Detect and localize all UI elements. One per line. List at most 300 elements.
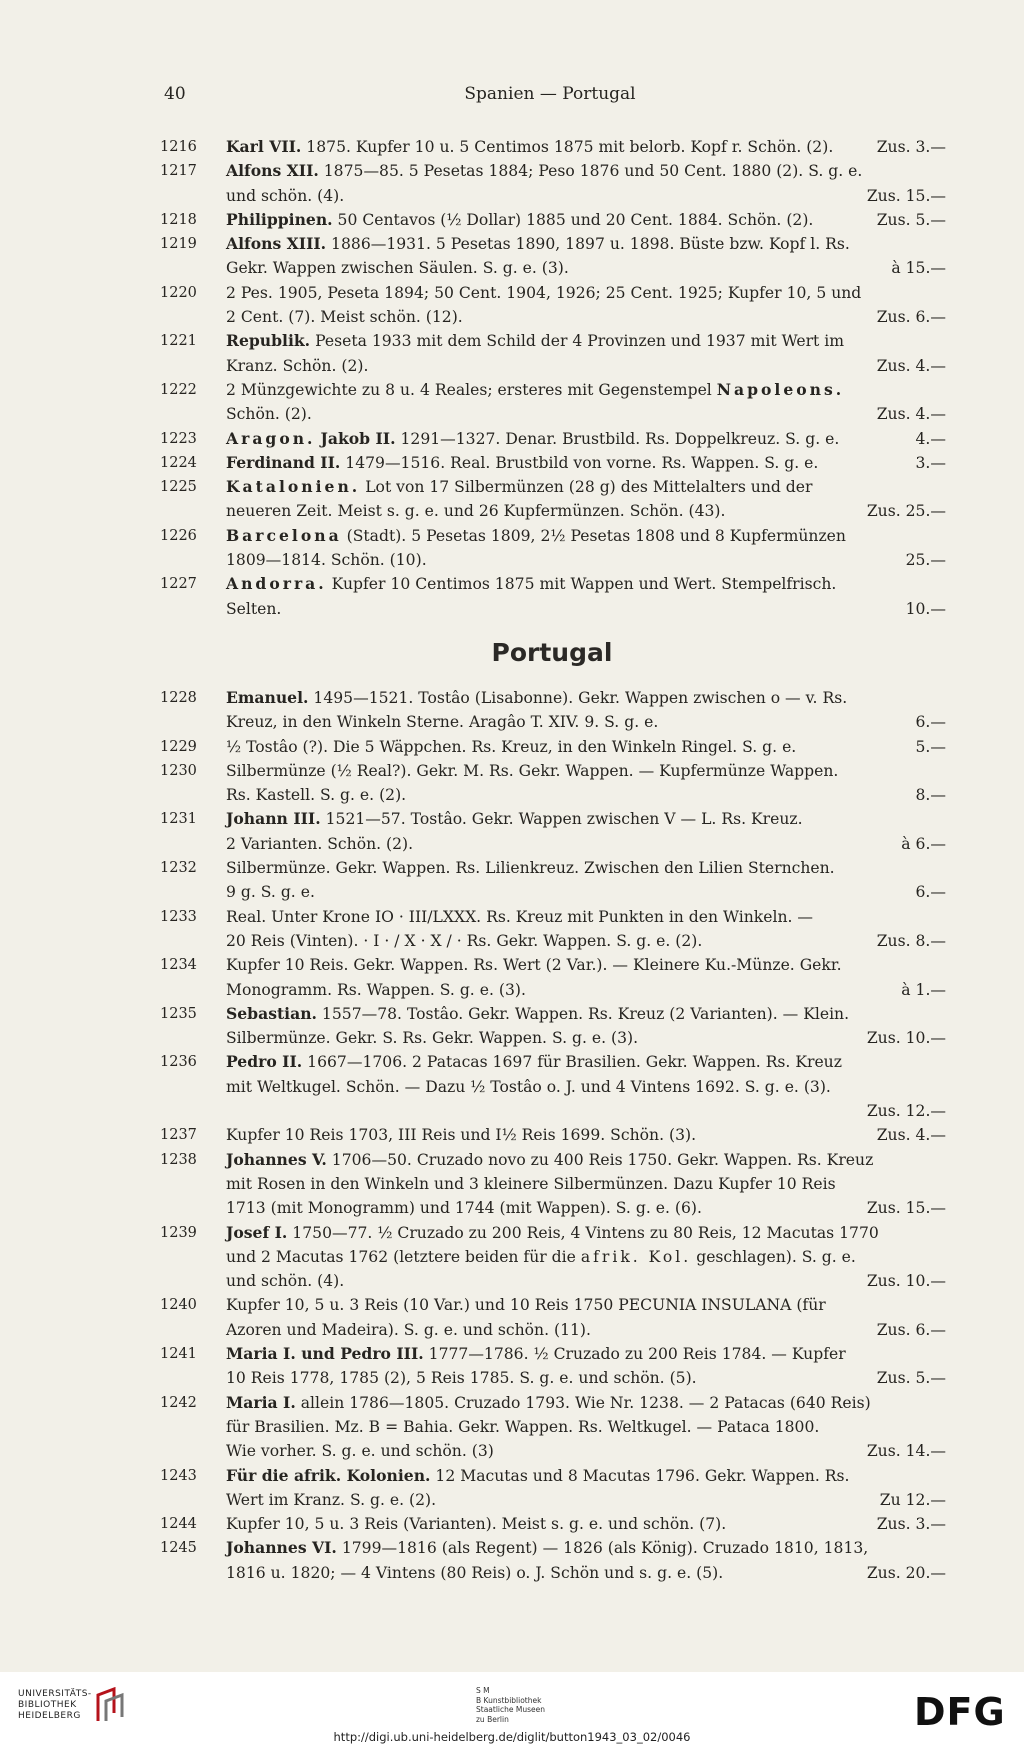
line-text xyxy=(226,354,368,378)
line-text xyxy=(226,232,850,256)
lot-number: 1245 xyxy=(160,1540,197,1557)
description-line xyxy=(226,1366,946,1390)
lot-number: 1219 xyxy=(160,236,197,253)
lot-description xyxy=(226,524,946,573)
text-run: Silbermünze. Gekr. S. Rs. Gekr. Wappen. S. g. e. (3). xyxy=(226,1029,639,1048)
text-run: 2 Münzgewichte zu 8 u. 4 Reales; ersteres mit Gegenstempel xyxy=(226,380,717,399)
text-run: Wie vorher. S. g. e. und schön. (3) xyxy=(226,1442,494,1461)
description-line xyxy=(226,1439,946,1463)
catalog-entry xyxy=(160,451,946,475)
catalog-entries-spain xyxy=(160,135,946,621)
catalog-entry xyxy=(160,1221,946,1294)
lot-description xyxy=(226,281,946,330)
lot-description xyxy=(226,208,946,232)
lot-number: 1225 xyxy=(160,479,197,496)
description-line xyxy=(226,184,946,208)
line-text xyxy=(226,475,812,499)
catalog-entry xyxy=(160,159,946,208)
text-run: Kupfer 10 Reis. Gekr. Wappen. Rs. Wert (2 Var.). — Kleinere Ku.-Münze. Gekr. xyxy=(226,956,842,975)
text-run: für Brasilien. Mz. B = Bahia. Gekr. Wappen. Rs. Weltkugel. — Pataca 1800. xyxy=(226,1417,820,1436)
lot-price: Zus. 3.— xyxy=(876,1515,946,1534)
line-text xyxy=(226,1488,436,1512)
text-run: 1875. Kupfer 10 u. 5 Centimos 1875 mit belorb. Kopf r. Schön. (2). xyxy=(301,138,834,156)
source-url[interactable]: http://digi.ub.uni-heidelberg.de/diglit/button1943_03_02/0046 xyxy=(333,1730,691,1744)
text-run: 1816 u. 1820; — 4 Vintens (80 Reis) o. J. Schön und s. g. e. (5). xyxy=(226,1563,724,1582)
lot-number: 1244 xyxy=(160,1516,197,1533)
lot-number: 1223 xyxy=(160,430,197,447)
description-line xyxy=(226,329,946,353)
lot-description xyxy=(226,1464,946,1513)
text-run: Katalonien. xyxy=(226,477,361,497)
description-line xyxy=(226,1245,946,1269)
text-run: Kupfer 10, 5 u. 3 Reis (10 Var.) und 10 Reis 1750 PECUNIA INSULANA (für xyxy=(226,1296,826,1315)
text-run: Azoren und Madeira). S. g. e. und schön. (11). xyxy=(226,1320,591,1339)
lot-price: à 1.— xyxy=(901,980,946,999)
lot-price: 3.— xyxy=(915,453,946,472)
text-run: 1750—77. ½ Cruzado zu 200 Reis, 4 Vintens zu 80 Reis, 12 Macutas 1770 xyxy=(287,1223,879,1242)
lot-price: Zus. 5.— xyxy=(876,1369,946,1388)
footer-bar xyxy=(0,1672,1024,1747)
description-line xyxy=(226,1269,946,1293)
line-text xyxy=(226,1221,879,1245)
description-line xyxy=(226,880,946,904)
line-text xyxy=(226,880,315,904)
heidelberg-logo-icon xyxy=(94,1687,128,1723)
lot-description xyxy=(226,1123,946,1147)
line-text xyxy=(226,329,844,353)
lot-number: 1229 xyxy=(160,738,197,755)
line-text xyxy=(226,281,861,305)
description-line xyxy=(226,256,946,280)
catalog-entry xyxy=(160,1050,946,1123)
text-run: 1557—78. Tostâo. Gekr. Wappen. Rs. Kreuz (2 Varianten). — Klein. xyxy=(316,1004,850,1023)
catalog-entry xyxy=(160,232,946,281)
catalog-entries-portugal xyxy=(160,686,946,1585)
page-number: 40 xyxy=(164,84,186,104)
line-text xyxy=(226,499,725,523)
text-run: Sebastian. xyxy=(226,1003,317,1023)
description-line xyxy=(226,1488,946,1512)
catalog-entry xyxy=(160,1391,946,1464)
text-run: Kreuz, in den Winkeln Sterne. Aragâo T. XIV. 9. S. g. e. xyxy=(226,713,659,732)
catalog-entry xyxy=(160,329,946,378)
text-run: Barcelona xyxy=(226,525,342,545)
lot-description xyxy=(226,759,946,808)
lot-number: 1237 xyxy=(160,1127,197,1144)
description-line xyxy=(226,856,946,880)
lot-price: Zus. 10.— xyxy=(866,1029,946,1048)
description-line xyxy=(226,735,946,759)
description-line xyxy=(226,281,946,305)
lot-number: 1222 xyxy=(160,381,197,398)
description-line xyxy=(226,378,946,402)
line-text xyxy=(226,1439,494,1463)
catalog-entry xyxy=(160,572,946,621)
text-run: Maria I. xyxy=(226,1392,296,1412)
lot-description xyxy=(226,1293,946,1342)
catalog-entry xyxy=(160,1342,946,1391)
description-line xyxy=(226,1123,946,1147)
text-run: Napoleons. xyxy=(716,379,845,399)
text-run: 1291—1327. Denar. Brustbild. Rs. Doppelkreuz. S. g. e. xyxy=(395,429,840,448)
text-run: Silbermünze (½ Real?). Gekr. M. Rs. Gekr. Wappen. — Kupfermünze Wappen. xyxy=(226,761,839,780)
catalog-entry xyxy=(160,686,946,735)
lot-price: 8.— xyxy=(915,786,946,805)
smb-kunstbibliothek-logo: S M B Kunstbibliothek Staatliche Museen zu Berlin xyxy=(476,1686,545,1724)
lot-price: Zus. 20.— xyxy=(866,1563,946,1582)
text-run: 20 Reis (Vinten). · I · / X · X / · Rs. Gekr. Wappen. S. g. e. (2). xyxy=(226,931,703,950)
line-text xyxy=(226,451,818,475)
line-text xyxy=(226,427,839,451)
line-text xyxy=(226,135,833,159)
line-text xyxy=(226,686,847,710)
text-run: 1809—1814. Schön. (10). xyxy=(226,551,427,570)
text-run: neueren Zeit. Meist s. g. e. und 26 Kupfermünzen. Schön. (43). xyxy=(226,502,726,521)
text-run: 9 g. S. g. e. xyxy=(226,883,315,902)
description-line xyxy=(226,208,946,232)
text-run: 1521—57. Tostâo. Gekr. Wappen zwischen V — L. Rs. Kreuz. xyxy=(320,810,803,829)
text-run: Pedro II. xyxy=(226,1052,303,1072)
text-run: Selten. xyxy=(226,599,282,618)
lot-price: Zus. 12.— xyxy=(866,1102,946,1121)
line-text xyxy=(226,1512,726,1536)
line-text xyxy=(226,1245,856,1269)
lot-number: 1220 xyxy=(160,284,197,301)
text-run: Jakob II. xyxy=(320,428,396,448)
description-line xyxy=(226,1099,946,1123)
text-run: 1479—1516. Real. Brustbild von vorne. Rs. Wappen. S. g. e. xyxy=(340,453,819,472)
catalog-entry xyxy=(160,1148,946,1221)
description-line xyxy=(226,232,946,256)
line-text xyxy=(226,402,312,426)
lot-number: 1228 xyxy=(160,690,197,706)
lot-number: 1233 xyxy=(160,908,197,925)
line-text xyxy=(226,1050,842,1074)
catalog-entry xyxy=(160,953,946,1002)
lot-price: Zu 12.— xyxy=(879,1490,946,1509)
description-line xyxy=(226,1050,946,1074)
text-run: Wert im Kranz. S. g. e. (2). xyxy=(226,1490,437,1509)
lot-description xyxy=(226,135,946,159)
line-text xyxy=(226,597,281,621)
text-run: 1886—1931. 5 Pesetas 1890, 1897 u. 1898. Büste bzw. Kopf l. Rs. xyxy=(326,235,850,254)
text-run: Gekr. Wappen zwischen Säulen. S. g. e. (3). xyxy=(226,259,569,278)
text-run: Aragon. xyxy=(226,428,316,448)
catalog-entry xyxy=(160,1512,946,1536)
line-text xyxy=(226,807,803,831)
lot-description xyxy=(226,807,946,856)
lot-number: 1238 xyxy=(160,1151,197,1168)
lot-description xyxy=(226,1536,946,1585)
description-line xyxy=(226,402,946,426)
description-line xyxy=(226,1196,946,1220)
lot-number: 1243 xyxy=(160,1467,197,1484)
lot-number: 1224 xyxy=(160,454,197,471)
description-line xyxy=(226,597,946,621)
text-run: (Stadt). 5 Pesetas 1809, 2½ Pesetas 1808 und 8 Kupfermünzen xyxy=(341,526,846,545)
lot-price: 25.— xyxy=(905,551,946,570)
description-line xyxy=(226,832,946,856)
lot-description xyxy=(226,735,946,759)
catalog-entry xyxy=(160,759,946,808)
lot-number: 1230 xyxy=(160,762,197,779)
catalog-entry xyxy=(160,1002,946,1051)
lot-description xyxy=(226,686,946,735)
text-run: Andorra. xyxy=(226,574,327,594)
line-text xyxy=(226,524,846,548)
lot-number: 1216 xyxy=(160,139,197,155)
text-run: Real. Unter Krone IO · III/LXXX. Rs. Kreuz mit Punkten in den Winkeln. — xyxy=(226,907,814,926)
lot-number: 1235 xyxy=(160,1005,197,1022)
line-text xyxy=(226,1002,849,1026)
description-line xyxy=(226,953,946,977)
description-line xyxy=(226,499,946,523)
lot-price: Zus. 4.— xyxy=(876,356,946,375)
text-run: Kupfer 10 Centimos 1875 mit Wappen und Wert. Stempelfrisch. xyxy=(326,575,837,594)
lot-description xyxy=(226,1148,946,1221)
text-run: Ferdinand II. xyxy=(226,452,341,472)
lot-price: 5.— xyxy=(915,737,946,756)
description-line xyxy=(226,1318,946,1342)
line-text xyxy=(226,1366,697,1390)
text-run: und schön. (4). xyxy=(226,186,345,205)
line-text xyxy=(226,905,813,929)
text-run: Johann III. xyxy=(226,809,321,829)
text-run: afrik. Kol. xyxy=(580,1247,692,1266)
line-text xyxy=(226,1342,846,1366)
line-text xyxy=(226,1269,344,1293)
text-run: Peseta 1933 mit dem Schild der 4 Provinzen und 1937 mit Wert im xyxy=(310,332,845,351)
line-text xyxy=(226,208,813,232)
lot-number: 1221 xyxy=(160,333,197,350)
description-line xyxy=(226,807,946,831)
text-run: 1495—1521. Tostâo (Lisabonne). Gekr. Wappen zwischen o — v. Rs. xyxy=(308,689,848,707)
lot-price: Zus. 10.— xyxy=(866,1272,946,1291)
description-line xyxy=(226,1075,946,1099)
text-run: Schön. (2). xyxy=(226,405,312,424)
line-text xyxy=(226,856,835,880)
line-text xyxy=(226,572,836,596)
catalog-entry xyxy=(160,208,946,232)
line-text xyxy=(226,1075,831,1099)
lot-description xyxy=(226,1221,946,1294)
line-text xyxy=(226,1026,638,1050)
line-text xyxy=(226,1148,873,1172)
text-run: Karl VII. xyxy=(226,137,302,156)
lot-description xyxy=(226,953,946,1002)
description-line xyxy=(226,305,946,329)
text-run: 10 Reis 1778, 1785 (2), 5 Reis 1785. S. g. e. und schön. (5). xyxy=(226,1369,697,1388)
lot-description xyxy=(226,329,946,378)
line-text xyxy=(226,783,406,807)
catalog-entry xyxy=(160,427,946,451)
page-header xyxy=(160,84,940,108)
line-text xyxy=(226,305,463,329)
lot-number: 1217 xyxy=(160,163,197,180)
description-line xyxy=(226,451,946,475)
line-text xyxy=(226,1464,849,1488)
line-text xyxy=(226,1561,723,1585)
lot-price: Zus. 15.— xyxy=(866,1199,946,1218)
lot-number: 1226 xyxy=(160,527,197,544)
text-run: Maria I. und Pedro III. xyxy=(226,1344,424,1364)
lot-price: 10.— xyxy=(905,599,946,618)
description-line xyxy=(226,1026,946,1050)
description-line xyxy=(226,354,946,378)
lot-price: 4.— xyxy=(915,429,946,448)
description-line xyxy=(226,1561,946,1585)
lot-price: Zus. 4.— xyxy=(876,405,946,424)
text-run: ½ Tostâo (?). Die 5 Wäppchen. Rs. Kreuz, in den Winkeln Ringel. S. g. e. xyxy=(226,737,797,756)
lot-description xyxy=(226,159,946,208)
description-line xyxy=(226,1293,946,1317)
text-run: 1875—85. 5 Pesetas 1884; Peso 1876 und 50 Cent. 1880 (2). S. g. e. xyxy=(318,162,863,181)
lot-description xyxy=(226,856,946,905)
text-run: Alfons XIII. xyxy=(226,234,327,254)
catalog-entry xyxy=(160,1293,946,1342)
lot-number: 1241 xyxy=(160,1346,197,1363)
text-run: Monogramm. Rs. Wappen. S. g. e. (3). xyxy=(226,980,526,999)
text-run: 50 Centavos (½ Dollar) 1885 und 20 Cent. 1884. Schön. (2). xyxy=(332,210,814,229)
lot-number: 1232 xyxy=(160,860,197,877)
lot-number: 1231 xyxy=(160,811,197,828)
line-text xyxy=(226,256,569,280)
lot-price: Zus. 5.— xyxy=(876,210,946,229)
line-text xyxy=(226,159,862,183)
text-run: geschlagen). S. g. e. xyxy=(691,1247,856,1266)
text-run: 1667—1706. 2 Patacas 1697 für Brasilien. Gekr. Wappen. Rs. Kreuz xyxy=(302,1053,842,1072)
lot-number: 1240 xyxy=(160,1297,197,1314)
catalog-entry xyxy=(160,856,946,905)
library-name: UNIVERSITÄTS- BIBLIOTHEK HEIDELBERG xyxy=(18,1689,92,1721)
catalog-entry xyxy=(160,378,946,427)
lot-description xyxy=(226,475,946,524)
catalog-entry xyxy=(160,807,946,856)
lot-number: 1239 xyxy=(160,1224,197,1241)
lot-description xyxy=(226,1391,946,1464)
lot-description xyxy=(226,1342,946,1391)
lot-description xyxy=(226,1050,946,1123)
text-run: allein 1786—1805. Cruzado 1793. Wie Nr. 1238. — 2 Patacas (640 Reis) xyxy=(295,1393,871,1412)
line-text xyxy=(226,1172,836,1196)
lot-price: 6.— xyxy=(915,883,946,902)
text-run: Kupfer 10 Reis 1703, III Reis und I½ Reis 1699. Schön. (3). xyxy=(226,1126,697,1145)
text-run: und 2 Macutas 1762 (letztere beiden für die xyxy=(226,1247,581,1266)
description-line xyxy=(226,1221,946,1245)
text-run: Johannes VI. xyxy=(226,1538,337,1558)
text-run: 1777—1786. ½ Cruzado zu 200 Reis 1784. — Kupfer xyxy=(423,1345,846,1364)
line-text xyxy=(226,929,702,953)
lot-price: Zus. 6.— xyxy=(876,1320,946,1339)
text-run: mit Weltkugel. Schön. — Dazu ½ Tostâo o. J. und 4 Vintens 1692. S. g. e. (3). xyxy=(226,1077,831,1096)
line-text xyxy=(226,710,658,734)
text-run: Für die afrik. Kolonien. xyxy=(226,1465,431,1485)
text-run: Philippinen. xyxy=(226,209,333,229)
description-line xyxy=(226,1342,946,1366)
text-run: mit Rosen in den Winkeln und 3 kleinere Silbermünzen. Dazu Kupfer 10 Reis xyxy=(226,1174,836,1193)
catalog-entry xyxy=(160,135,946,159)
text-run: Josef I. xyxy=(226,1222,288,1242)
catalog-entry xyxy=(160,905,946,954)
description-line xyxy=(226,1512,946,1536)
lot-price: à 6.— xyxy=(901,834,946,853)
lot-description xyxy=(226,378,946,427)
lot-price: Zus. 3.— xyxy=(876,138,946,156)
lot-price: 6.— xyxy=(915,713,946,732)
description-line xyxy=(226,159,946,183)
catalog-entry xyxy=(160,1536,946,1585)
lot-number: 1218 xyxy=(160,211,197,228)
lot-description xyxy=(226,232,946,281)
line-text xyxy=(226,1415,819,1439)
lot-number: 1234 xyxy=(160,957,197,974)
text-run: 12 Macutas und 8 Macutas 1796. Gekr. Wappen. Rs. xyxy=(430,1466,850,1485)
text-run: Johannes V. xyxy=(226,1149,327,1169)
lot-price: Zus. 15.— xyxy=(866,186,946,205)
lot-price: Zus. 8.— xyxy=(876,931,946,950)
lot-price: Zus. 14.— xyxy=(866,1442,946,1461)
catalog-entry xyxy=(160,475,946,524)
description-line xyxy=(226,686,946,710)
line-text xyxy=(226,978,526,1002)
description-line xyxy=(226,427,946,451)
line-text xyxy=(226,1536,868,1560)
text-run: Rs. Kastell. S. g. e. (2). xyxy=(226,786,407,805)
lot-description xyxy=(226,572,946,621)
lot-description xyxy=(226,1002,946,1051)
line-text xyxy=(226,735,796,759)
catalog-entry xyxy=(160,281,946,330)
description-line xyxy=(226,783,946,807)
lot-price: à 15.— xyxy=(891,259,946,278)
description-line xyxy=(226,1415,946,1439)
catalog-entry xyxy=(160,735,946,759)
description-line xyxy=(226,929,946,953)
text-run: Emanuel. xyxy=(226,688,309,707)
description-line xyxy=(226,1148,946,1172)
lot-price: Zus. 25.— xyxy=(866,502,946,521)
lot-number: 1242 xyxy=(160,1394,197,1411)
text-run: Kranz. Schön. (2). xyxy=(226,356,369,375)
description-line xyxy=(226,1172,946,1196)
running-title: Spanien — Portugal xyxy=(464,84,636,104)
line-text xyxy=(226,378,844,402)
text-run: Lot von 17 Silbermünzen (28 g) des Mittelalters und der xyxy=(360,478,813,497)
line-text xyxy=(226,1318,591,1342)
text-run: 2 Varianten. Schön. (2). xyxy=(226,834,414,853)
line-text xyxy=(226,184,344,208)
text-run: 1706—50. Cruzado novo zu 400 Reis 1750. Gekr. Wappen. Rs. Kreuz xyxy=(326,1150,874,1169)
text-run: 1713 (mit Monogramm) und 1744 (mit Wappen). S. g. e. (6). xyxy=(226,1199,702,1218)
description-line xyxy=(226,1536,946,1560)
line-text xyxy=(226,1293,826,1317)
description-line xyxy=(226,572,946,596)
text-run: Alfons XII. xyxy=(226,161,319,181)
lot-description xyxy=(226,451,946,475)
lot-number: 1227 xyxy=(160,576,197,593)
line-text xyxy=(226,1196,702,1220)
lot-description xyxy=(226,905,946,954)
text-run: 2 Pes. 1905, Peseta 1894; 50 Cent. 1904, 1926; 25 Cent. 1925; Kupfer 10, 5 und xyxy=(226,283,862,302)
line-text xyxy=(226,759,838,783)
catalog-entry xyxy=(160,1464,946,1513)
description-line xyxy=(226,548,946,572)
catalog-entry xyxy=(160,524,946,573)
description-line xyxy=(226,905,946,929)
line-text xyxy=(226,1123,696,1147)
line-text xyxy=(226,953,842,977)
lot-number: 1236 xyxy=(160,1054,197,1071)
